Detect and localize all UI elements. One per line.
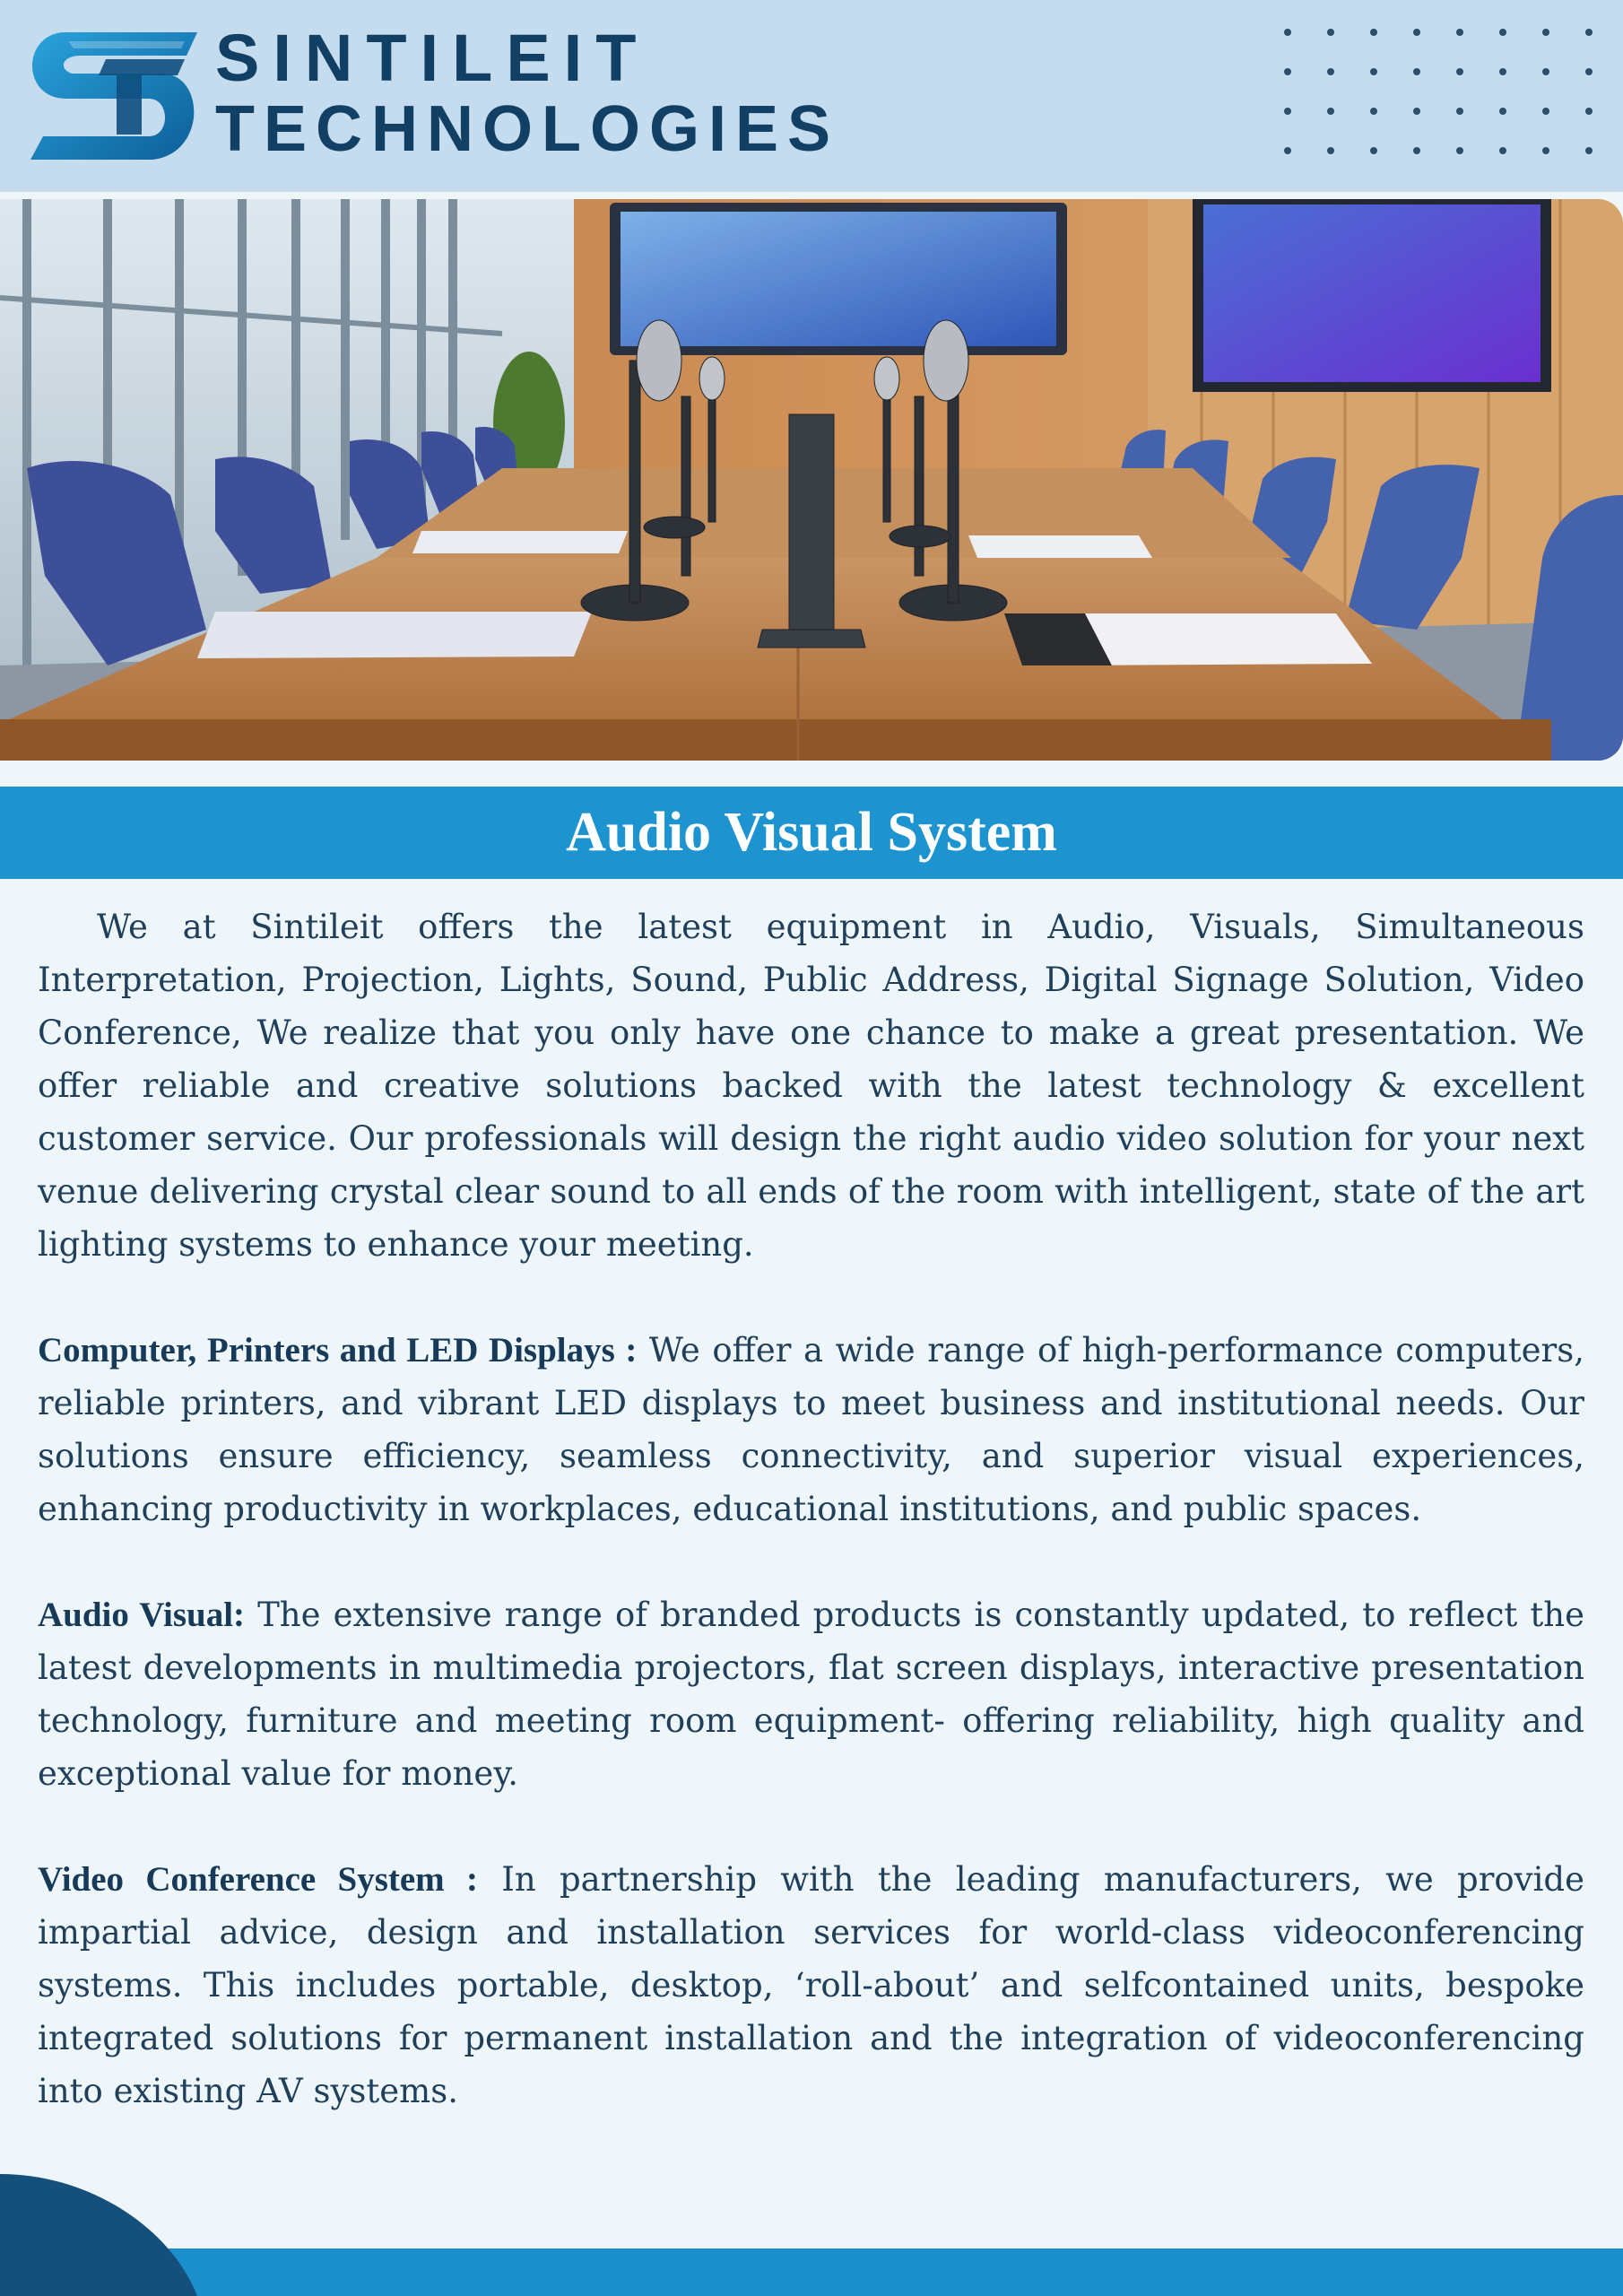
computers-paragraph (38, 1324, 1584, 1535)
st-monogram-logo-icon (27, 29, 203, 163)
video-conference-text: In partnership with the leading manufacturers, we provide impartial advice, design and installation services for world-class videoconferencing systems. This includes portable, desktop, ‘roll-about’ and selfcontained units, bespoke integrated solutions for permanent installation and the integration of videoconferencing into existing AV systems. (38, 1860, 1585, 2110)
company-name-line1: SINTILEIT (215, 21, 650, 95)
intro-paragraph (38, 900, 1584, 1271)
content-body (38, 900, 1584, 2170)
video-conference-paragraph (38, 1853, 1584, 2118)
audio-visual-paragraph (38, 1588, 1584, 1800)
footer-corner-decoration (0, 2174, 197, 2296)
page-title: Audio Visual System (566, 802, 1057, 863)
conference-room-photo (0, 199, 1623, 761)
audio-visual-text: The extensive range of branded products is constantly updated, to reflect the latest developments in multimedia projectors, flat screen displays, interactive presentation technology, furniture and meeting room equipment- offering reliability, high quality and exceptional value for money. (38, 1596, 1584, 1793)
dot-grid-decoration (1282, 27, 1596, 161)
title-band (0, 787, 1623, 879)
computers-heading: Computer, Printers and LED Displays : (38, 1331, 638, 1370)
audio-visual-heading: Audio Visual: (38, 1596, 246, 1634)
video-conference-heading: Video Conference System : (38, 1860, 478, 1899)
computers-text: We offer a wide range of high-performance computers, reliable printers, and vibrant LED displays to meet business and institutional needs. Our solutions ensure efficiency, seamless connectivity, and superior visual experiences, enhancing productivity in workplaces, educational institutions, and public spaces. (38, 1331, 1584, 1528)
intro-text: We at Sintileit offers the latest equipment in Audio, Visuals, Simultaneous Interpretation, Projection, Lights, Sound, Public Address, Digital Signage Solution, Video Conference, We realize that you only have one chance to make a great presentation. We offer reliable and creative solutions backed with the latest technology & excellent customer service. Our professionals will design the right audio video solution for your next venue delivering crystal clear sound to all ends of the room with intelligent, state of the art lighting systems to enhance your meeting. (38, 908, 1584, 1264)
footer-bar (0, 2248, 1623, 2296)
company-name-line2: TECHNOLOGIES (215, 93, 840, 165)
page-header (0, 0, 1623, 192)
